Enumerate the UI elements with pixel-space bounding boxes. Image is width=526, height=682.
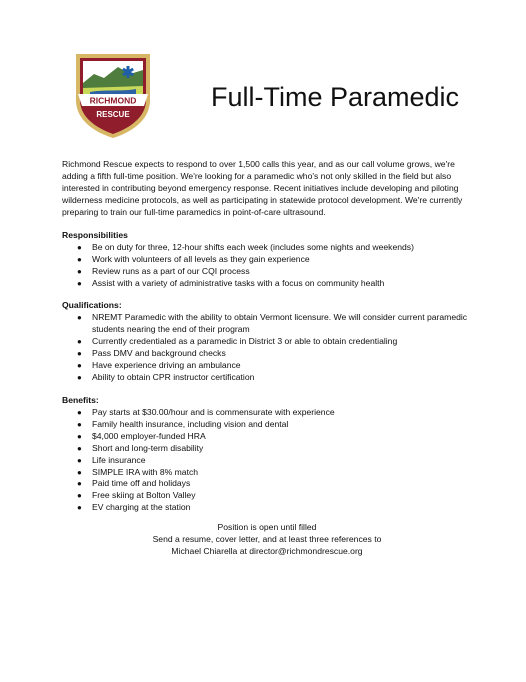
bullet-icon: ● <box>77 443 82 453</box>
footer-contact: Michael Chiarella at director@richmondrescue.org <box>171 546 363 556</box>
list-item: ● Family health insurance, including vision and dental <box>77 418 289 429</box>
application-footer <box>62 521 472 557</box>
benefits-section <box>62 394 472 514</box>
bullet-icon: ● <box>77 278 82 288</box>
list-item: ● Life insurance <box>77 454 146 465</box>
list-item: ● $4,000 employer-funded HRA <box>77 430 206 441</box>
bullet-icon: ● <box>77 360 82 370</box>
intro-paragraph: Richmond Rescue expects to respond to over 1,500 calls this year, and as our call volume grows, we're adding a fifth full-time position. We're looking for a paramedic who's not only skilled in the field but also interested in contributing beyond emergency response. Recent initiatives include developing and piloting wilderness medicine protocols, as well as participating in statewide protocol development. We're currently preparing to train our full-time paramedics in point-of-care ultrasound. <box>62 159 463 218</box>
qualifications-heading: Qualifications: <box>62 300 122 310</box>
list-item: ● Short and long-term disability <box>77 442 204 453</box>
list-item: ● Pay starts at $30.00/hour and is commensurate with experience <box>77 407 335 417</box>
responsibilities-list <box>62 242 472 290</box>
list-item: ● Have experience driving an ambulance <box>77 359 241 370</box>
list-item: ● Ability to obtain CPR instructor certification <box>77 371 255 382</box>
logo-top-text: RICHMOND <box>89 95 137 106</box>
qualifications-list <box>62 312 472 383</box>
responsibilities-heading: Responsibilities <box>62 230 128 240</box>
responsibilities-section <box>62 229 472 290</box>
benefits-list <box>62 407 472 514</box>
bullet-icon: ● <box>77 313 82 322</box>
list-item: ● Review runs as a part of our CQI process <box>77 265 250 276</box>
bullet-icon: ● <box>77 408 82 417</box>
list-item: ● Paid time off and holidays <box>77 478 191 489</box>
list-item: ● Work with volunteers of all levels as they gain experience <box>77 253 310 264</box>
bullet-icon: ● <box>77 266 82 276</box>
list-item: ● Free skiing at Bolton Valley <box>77 490 196 501</box>
list-item: ● Assist with a variety of administrative tasks with a focus on community health <box>77 277 385 288</box>
list-item: ● EV charging at the station <box>77 502 191 513</box>
list-item: ● Be on duty for three, 12-hour shifts each week (includes some nights and weekends) <box>77 242 414 252</box>
footer-open-status: Position is open until filled <box>217 522 317 532</box>
bullet-icon: ● <box>77 455 82 465</box>
shield-logo-icon <box>70 50 156 140</box>
bullet-icon: ● <box>77 431 82 441</box>
bullet-icon: ● <box>77 503 82 513</box>
bullet-icon: ● <box>77 419 82 429</box>
list-item: ● Currently credentialed as a paramedic in District 3 or able to obtain credentialing <box>77 335 398 346</box>
qualifications-section <box>62 299 472 383</box>
footer-instructions: Send a resume, cover letter, and at least three references to <box>152 534 382 544</box>
list-item: ● Pass DMV and background checks <box>77 347 226 358</box>
richmond-rescue-logo <box>70 50 156 140</box>
page-title: Full-Time Paramedic <box>211 82 460 112</box>
list-item: ● SIMPLE IRA with 8% match <box>77 466 199 477</box>
bullet-icon: ● <box>77 479 82 489</box>
benefits-heading: Benefits: <box>62 395 99 405</box>
logo-bottom-text: RESCUE <box>96 110 130 119</box>
bullet-icon: ● <box>77 243 82 252</box>
bullet-icon: ● <box>77 348 82 358</box>
bullet-icon: ● <box>77 467 82 477</box>
bullet-icon: ● <box>77 254 82 264</box>
bullet-icon: ● <box>77 372 82 382</box>
list-item: ● NREMT Paramedic with the ability to obtain Vermont licensure. We will consider current paramedic students nearing the end of their program <box>77 312 468 334</box>
bullet-icon: ● <box>77 491 82 501</box>
bullet-icon: ● <box>77 336 82 346</box>
